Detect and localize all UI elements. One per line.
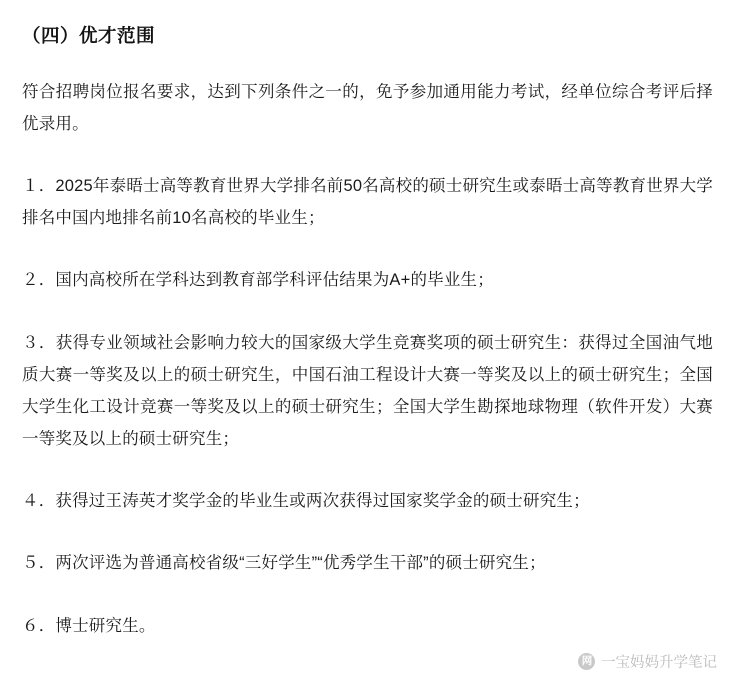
section-heading: （四）优才范围 <box>22 25 156 46</box>
list-item-6: ６．博士研究生。 <box>22 616 156 635</box>
list-item-5: ５．两次评选为普通高校省级“三好学生”“优秀学生干部”的硕士研究生； <box>22 554 546 573</box>
netease-logo-icon: 网易 <box>578 653 595 670</box>
list-item-4: ４．获得过王涛英才奖学金的毕业生或两次获得过国家奖学金的硕士研究生； <box>22 492 590 511</box>
watermark <box>578 651 717 684</box>
watermark-label: 一宝妈妈升学笔记 <box>601 655 717 671</box>
list-item-2: ２．国内高校所在学科达到教育部学科评估结果为A+的毕业生； <box>22 271 494 290</box>
list-item-3: ３．获得专业领域社会影响力较大的国家级大学生竞赛奖项的硕士研究生：获得过全国油气地质大赛一等奖及以上的硕士研究生，中国石油工程设计大赛一等奖及以上的硕士研究生；全国大学生化工设计竞赛一等奖及以上的硕士研究生；全国大学生勘探地球物理（软件开发）大赛一等奖及以上的硕士研究生； <box>22 333 713 449</box>
list-item-1: １．2025年泰晤士高等教育世界大学排名前50名高校的硕士研究生或泰晤士高等教育世界大学排名中国内地排名前10名高校的毕业生； <box>22 177 713 228</box>
intro-paragraph: 符合招聘岗位报名要求，达到下列条件之一的，免予参加通用能力考试，经单位综合考评后择优录用。 <box>22 82 713 133</box>
